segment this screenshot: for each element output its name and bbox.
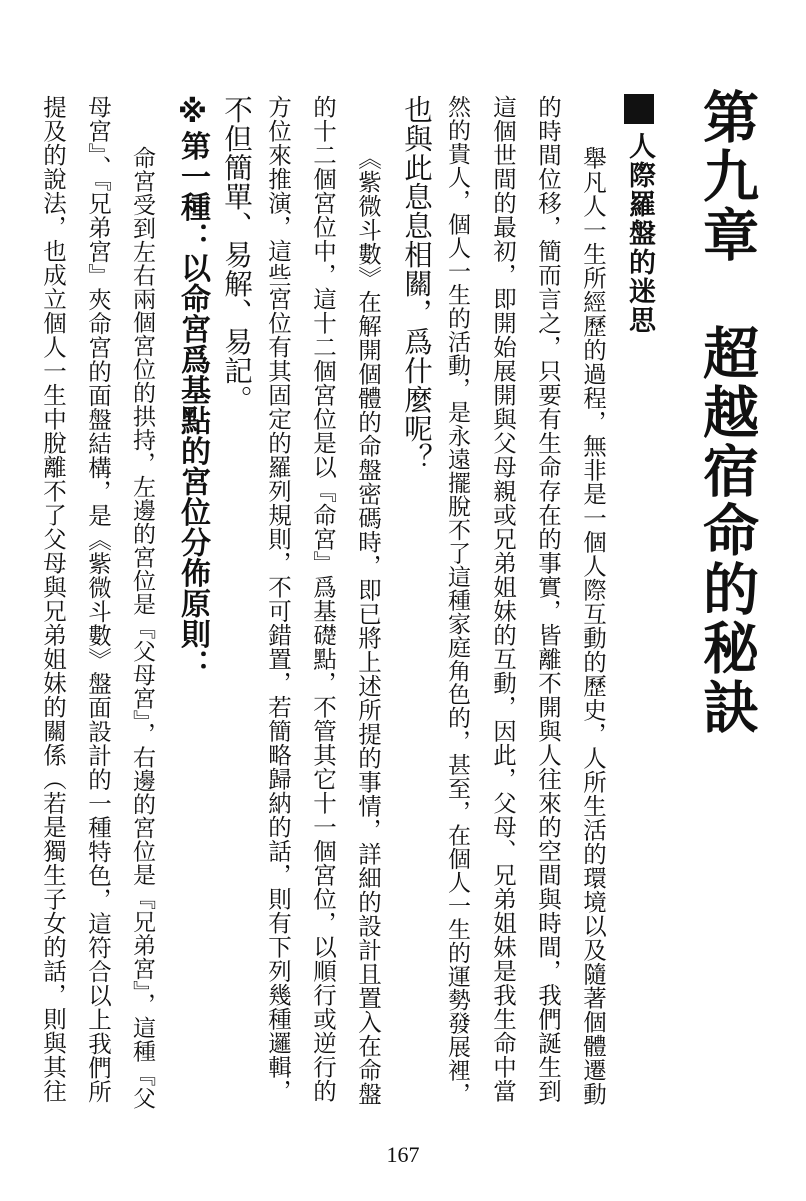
section-heading: 人際羅盤的迷思: [624, 132, 655, 335]
text-line: 不但簡單、易解、易記。: [220, 95, 253, 414]
text-line: 舉凡人一生所經歷的過程，無非是一個人際互動的歷史，人所生活的環境以及隨著個體遷動: [579, 146, 607, 1106]
text-line: 的十二個宮位中，這十二個宮位是以『命宮』爲基礎點，不管其它十一個宮位，以順行或逆行的: [309, 95, 337, 1103]
section-heading-row: [620, 94, 659, 335]
text-line: 命宮受到左右兩個宮位的拱持，左邊的宮位是『父母宮』，右邊的宮位是『兄弟宮』，這種『父: [129, 146, 155, 1110]
text-line: 這個世間的最初，即開始展開與父母親或兄弟姐妹的互動，因此，父母、兄弟姐妹是我生命中當: [489, 95, 517, 1103]
text-line: 的時間位移，簡而言之，只要有生命存在的事實，皆離不開與人往來的空間與時間，我們誕生到: [534, 95, 562, 1103]
text-line: 也與此息息相關，爲什麼呢？: [400, 95, 433, 472]
text-line: 提及的說法，也成立個人一生中脫離不了父母與兄弟姐妹的關係（若是獨生子女的話，則與其往: [39, 95, 67, 1103]
text-line: 方位來推演，這些宮位有其固定的羅列規則，不可錯置，若簡略歸納的話，則有下列幾種邏輯，: [264, 95, 292, 1103]
text-line: 《紫微斗數》在解開個體的命盤密碼時，即已將上述所提的事情，詳細的設計且置入在命盤: [354, 146, 382, 1106]
page-number: 167: [386, 1142, 420, 1167]
rule-heading: ※第一種：以命宮爲基點的宮位分佈原則：: [175, 95, 210, 680]
text-line: 然的貴人，個人一生的活動，是永遠擺脫不了這種家庭角色的，甚至，在個人一生的運勢發展裡，: [444, 95, 470, 1106]
square-bullet-icon: [624, 94, 654, 124]
chapter-title: 第九章 超越宿命的秘訣: [694, 88, 759, 737]
text-line: 母宮』、『兄弟宮』夾命宮的面盤結構，是《紫微斗數》盤面設計的一種特色，這符合以上我們所: [84, 95, 112, 1104]
